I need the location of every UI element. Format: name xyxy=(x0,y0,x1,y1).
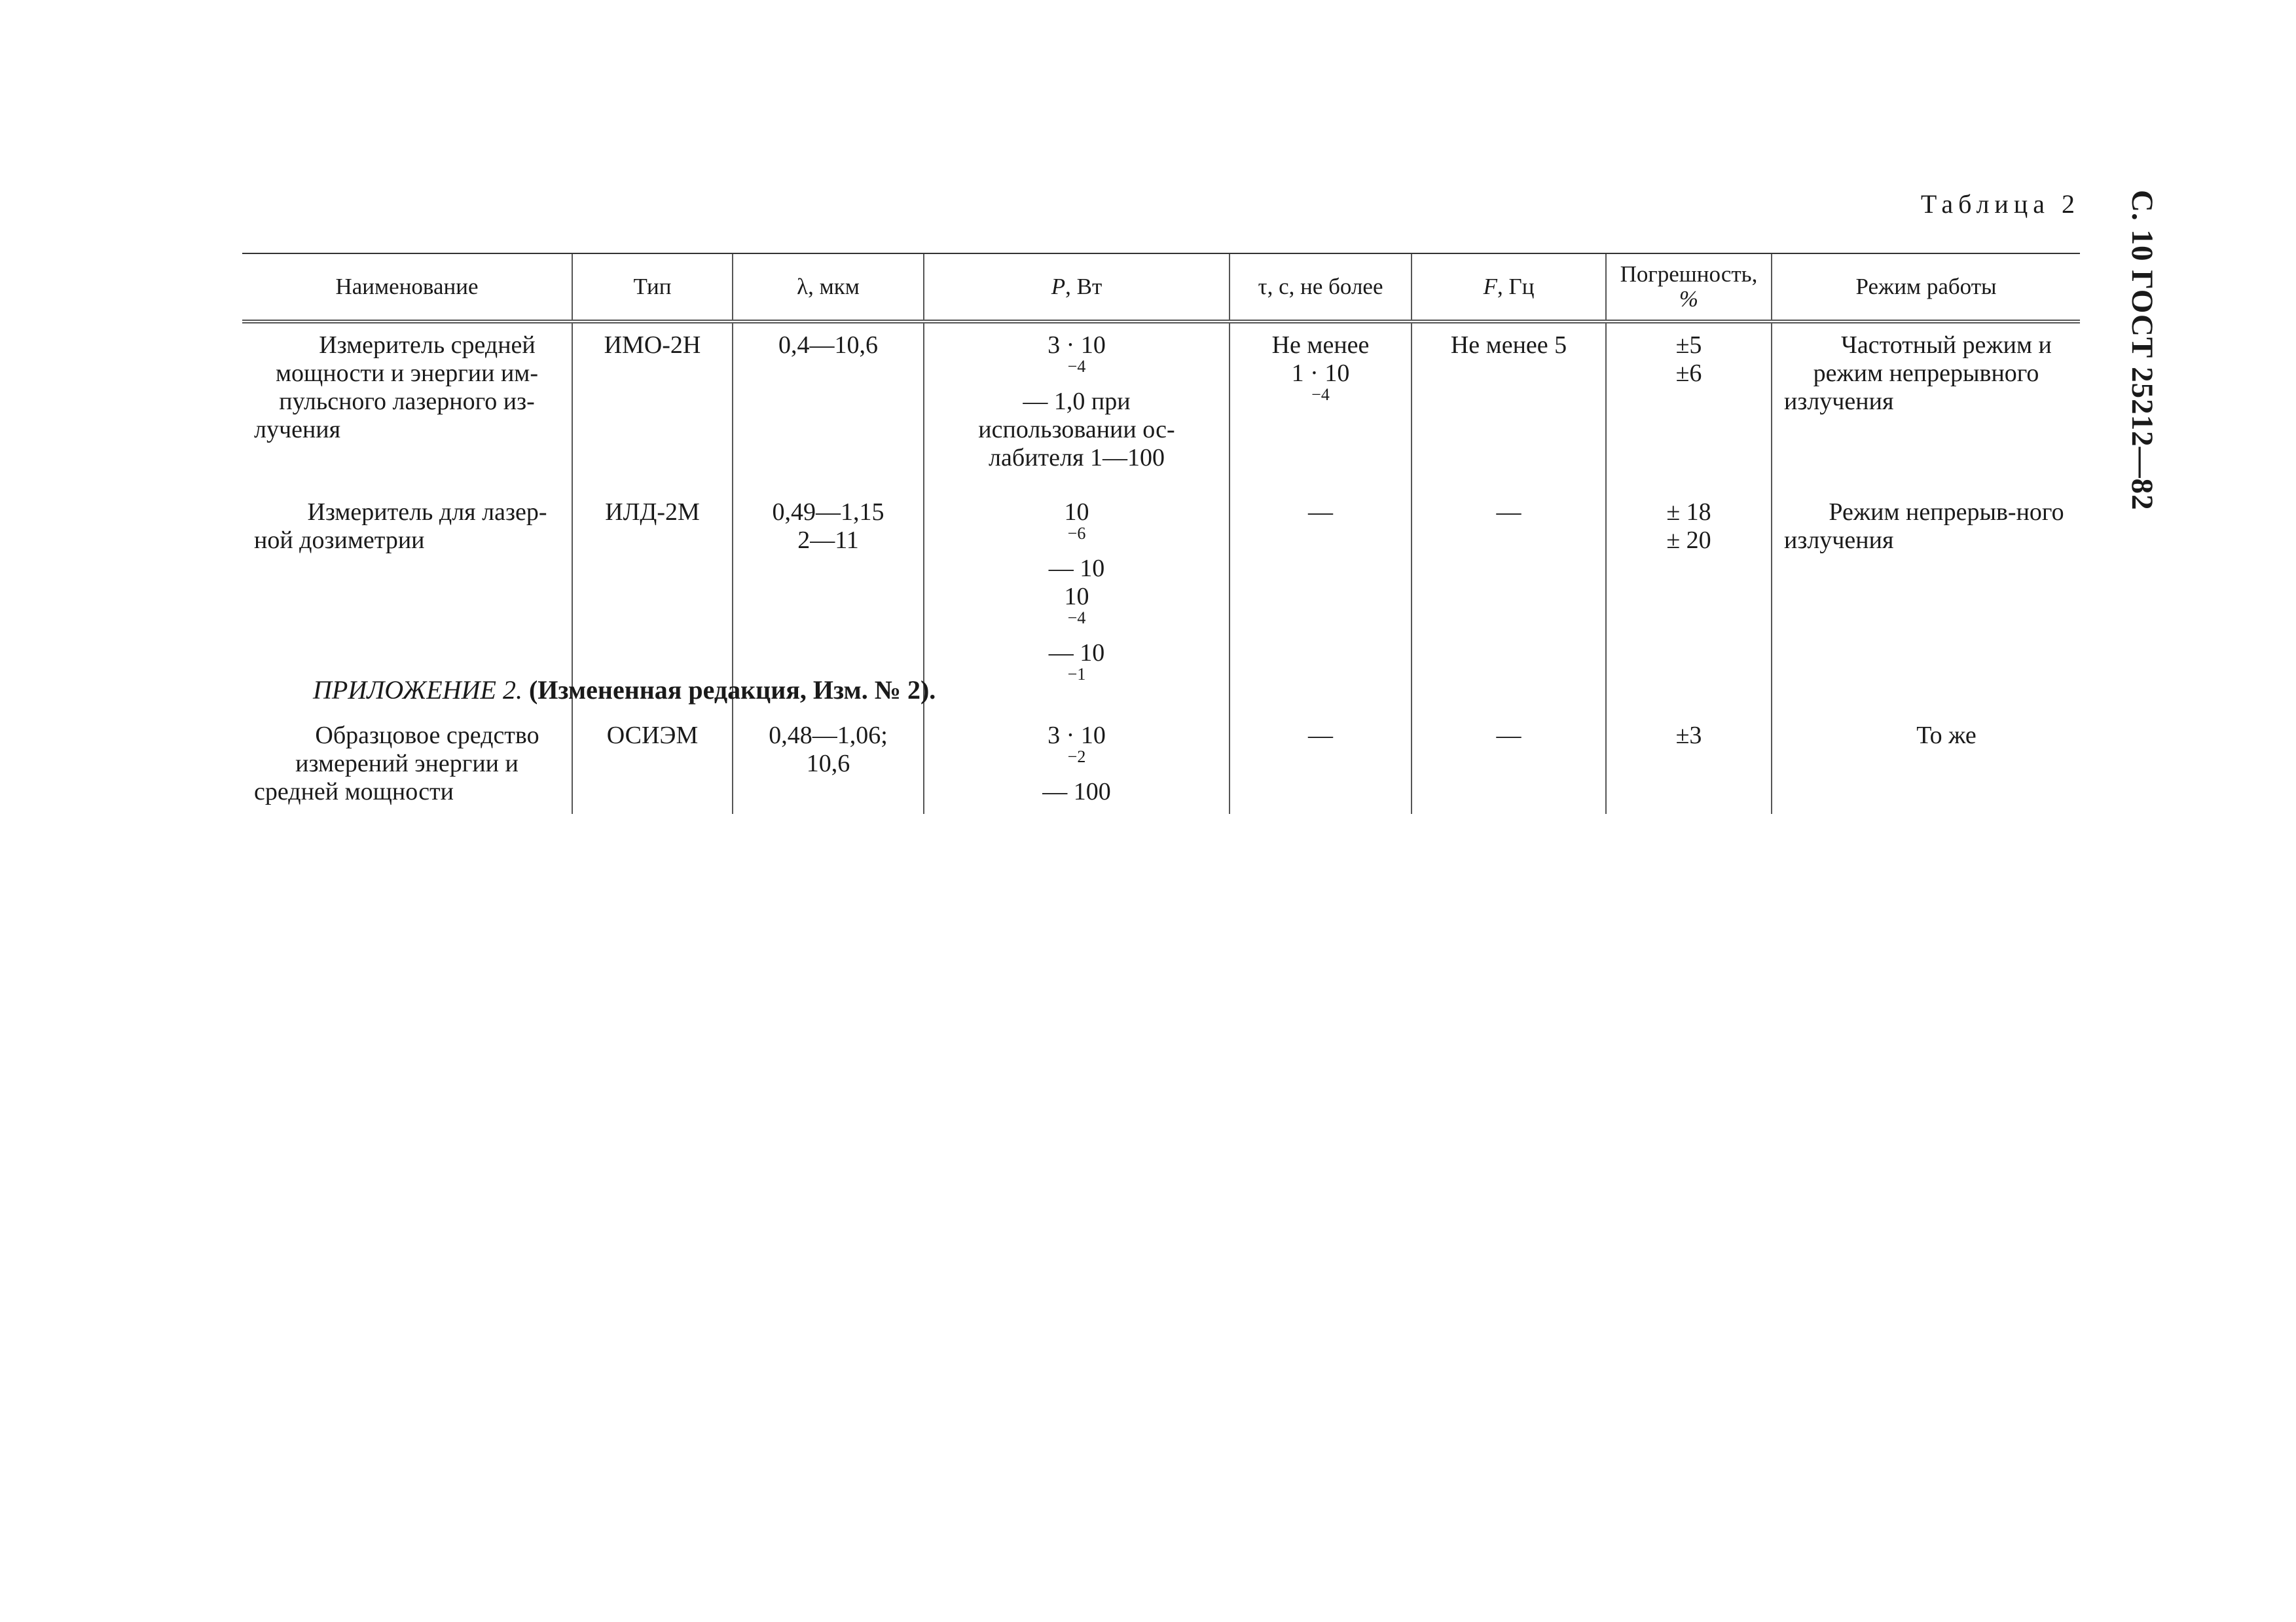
error-value: ± 18 xyxy=(1666,498,1711,526)
power-line xyxy=(936,498,1217,583)
power-exponent: −1 xyxy=(1067,665,1086,684)
tau-base: — xyxy=(1308,498,1333,526)
wavelength-unit: , мкм xyxy=(808,274,860,299)
frequency-value: — xyxy=(1496,722,1522,749)
power-rest: — 100 xyxy=(1042,778,1111,805)
cell-error xyxy=(1606,714,1772,814)
table-caption: Таблица 2 xyxy=(1920,189,2080,219)
wavelength-value: 0,4—10,6 xyxy=(778,331,878,359)
instrument-name: Измеритель средней мощности и энергии им-пульсного лазерного из-лучения xyxy=(254,331,539,443)
frequency-value: — xyxy=(1496,498,1522,526)
power-base: 10 xyxy=(1064,498,1089,526)
cell-tau xyxy=(1230,322,1412,490)
column-header-type: Тип xyxy=(572,253,733,322)
cell-wavelength xyxy=(733,322,924,490)
instrument-type: ИМО-2Н xyxy=(604,331,701,359)
column-header-error xyxy=(1606,253,1772,322)
cell-tau xyxy=(1230,490,1412,714)
error-header-line2: % xyxy=(1679,286,1699,312)
power-base: 10 xyxy=(1064,583,1089,610)
footnote-text: (Измененная редакция, Изм. № 2). xyxy=(528,675,936,705)
cell-name xyxy=(242,322,572,490)
power-rest: — 10 xyxy=(1048,639,1105,667)
tau-line xyxy=(1242,722,1399,750)
cell-mode xyxy=(1772,490,2080,714)
table-header-row xyxy=(242,253,2080,322)
power-unit: , Вт xyxy=(1065,274,1102,299)
tau-base: 1 · 10 xyxy=(1291,359,1350,387)
instrument-name: Измеритель для лазер-ной дозиметрии xyxy=(254,498,547,554)
tau-line xyxy=(1242,359,1399,416)
power-base: лабителя 1—100 xyxy=(989,444,1165,471)
error-value: ±6 xyxy=(1675,359,1702,387)
tau-exponent: −4 xyxy=(1311,385,1330,404)
power-exponent: −4 xyxy=(1067,357,1086,376)
power-line xyxy=(936,722,1217,806)
frequency-unit: , Гц xyxy=(1497,274,1535,299)
error-header-line1: Погрешность, xyxy=(1620,261,1758,287)
wavelength-value: 10,6 xyxy=(806,750,850,777)
wavelength-value: 0,48—1,06; xyxy=(769,722,888,749)
column-header-frequency xyxy=(1412,253,1606,322)
error-value: ± 20 xyxy=(1666,526,1711,554)
cell-mode xyxy=(1772,714,2080,814)
power-base: использовании ос- xyxy=(978,416,1175,443)
cell-frequency xyxy=(1412,322,1606,490)
cell-error xyxy=(1606,322,1772,490)
cell-tau xyxy=(1230,714,1412,814)
column-header-wavelength xyxy=(733,253,924,322)
error-value: ±5 xyxy=(1675,331,1702,359)
cell-frequency xyxy=(1412,714,1606,814)
cell-type xyxy=(572,714,733,814)
operating-mode: То же xyxy=(1916,722,1977,749)
error-value: ±3 xyxy=(1675,722,1702,749)
power-exponent: −6 xyxy=(1067,524,1086,543)
power-line xyxy=(936,331,1217,416)
power-exponent: −4 xyxy=(1067,608,1086,627)
cell-power xyxy=(924,322,1230,490)
cell-frequency xyxy=(1412,490,1606,714)
operating-mode: Режим непрерыв-ного излучения xyxy=(1784,498,2064,554)
tau-line xyxy=(1242,331,1399,359)
table-row xyxy=(242,714,2080,814)
power-exponent: −2 xyxy=(1067,747,1086,766)
table-body xyxy=(242,322,2080,814)
power-line xyxy=(936,444,1217,472)
power-line xyxy=(936,583,1217,695)
footnote xyxy=(313,674,936,705)
power-rest: — 1,0 при xyxy=(1023,388,1131,415)
tau-base: — xyxy=(1308,722,1333,749)
power-base: 3 · 10 xyxy=(1048,722,1106,749)
column-header-power xyxy=(924,253,1230,322)
column-header-tau: τ, с, не более xyxy=(1230,253,1412,322)
cell-error xyxy=(1606,490,1772,714)
frequency-symbol: F xyxy=(1483,274,1497,299)
cell-mode xyxy=(1772,322,2080,490)
wavelength-value: 0,49—1,15 xyxy=(772,498,884,526)
cell-type xyxy=(572,322,733,490)
instrument-type: ОСИЭМ xyxy=(606,722,699,749)
tau-line xyxy=(1242,498,1399,526)
wavelength-symbol: λ xyxy=(797,274,809,299)
operating-mode: Частотный режим и режим непрерывного излучения xyxy=(1784,331,2052,415)
instruments-table xyxy=(242,253,2080,814)
wavelength-value: 2—11 xyxy=(797,526,859,554)
power-rest: — 10 xyxy=(1048,555,1105,582)
column-header-mode: Режим работы xyxy=(1772,253,2080,322)
table-row xyxy=(242,322,2080,490)
frequency-value: Не менее 5 xyxy=(1450,331,1567,359)
cell-power xyxy=(924,490,1230,714)
footnote-lead: ПРИЛОЖЕНИЕ 2. xyxy=(313,675,522,705)
column-header-name: Наименование xyxy=(242,253,572,322)
power-line xyxy=(936,416,1217,444)
instrument-type: ИЛД-2М xyxy=(605,498,700,526)
power-base: 3 · 10 xyxy=(1048,331,1106,359)
cell-wavelength xyxy=(733,714,924,814)
power-symbol: P xyxy=(1051,274,1066,299)
cell-power xyxy=(924,714,1230,814)
tau-base: Не менее xyxy=(1271,331,1370,359)
instrument-name: Образцовое средство измерений энергии и средней мощности xyxy=(254,722,539,805)
page-header: С. 10 ГОСТ 25212—82 xyxy=(2125,190,2159,511)
cell-name xyxy=(242,714,572,814)
